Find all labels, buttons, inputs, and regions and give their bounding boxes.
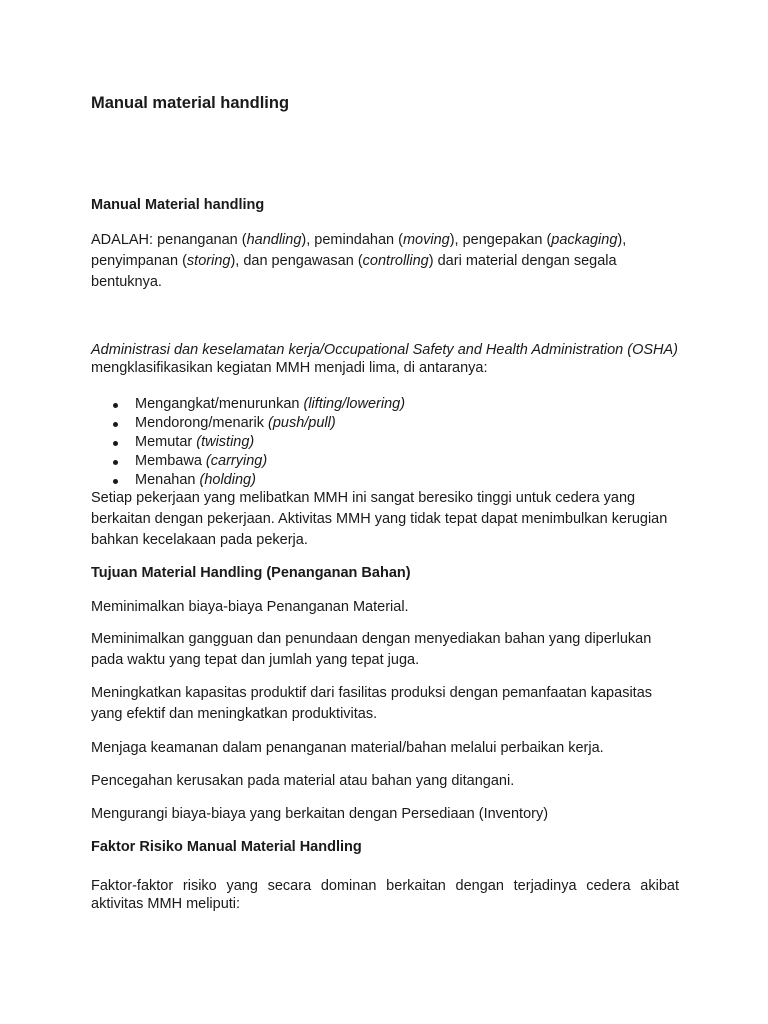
goal-item: Mengurangi biaya-biaya yang berkaitan dengan Persediaan (Inventory) (91, 806, 549, 822)
osha-italic-text: Administrasi dan keselamatan kerja/Occupational Safety and Health Administration (OSHA) (91, 342, 678, 358)
list-item: Mendorong/menarik (push/pull) (91, 414, 405, 433)
list-item: Memutar (twisting) (91, 433, 405, 452)
goal-item: Pencegahan kerusakan pada material atau bahan yang ditangani. (91, 773, 515, 789)
osha-normal-text: mengklasifikasikan kegiatan MMH menjadi lima, di antaranya: (91, 360, 488, 376)
document-title: Manual material handling (91, 94, 290, 112)
bullet-icon (113, 422, 118, 427)
risk-note-paragraph: Setiap pekerjaan yang melibatkan MMH ini sangat beresiko tinggi untuk cedera yang berkaitan dengan pekerjaan. Aktivitas MMH yang tidak tepat dapat menimbulkan kerugian bahkan kecelakaan pada pekerja. (91, 490, 668, 548)
osha-paragraph (91, 341, 679, 377)
bullet-icon (113, 403, 118, 408)
bullet-icon (113, 441, 118, 446)
section-heading-mmh: Manual Material handling (91, 197, 265, 213)
section-heading-goals: Tujuan Material Handling (Penanganan Bahan) (91, 565, 411, 581)
list-item: Mengangkat/menurunkan (lifting/lowering) (91, 395, 405, 414)
goal-item: Menjaga keamanan dalam penanganan material/bahan melalui perbaikan kerja. (91, 740, 604, 756)
section-heading-risk-factors: Faktor Risiko Manual Material Handling (91, 839, 362, 855)
mmh-activity-list (91, 395, 405, 490)
definition-paragraph: ADALAH: penanganan (handling), pemindahan (moving), pengepakan (packaging), penyimpanan (storing), dan pengawasan (controlling) dari material dengan segala bentuknya. (91, 232, 627, 290)
risk-factors-intro: Faktor-faktor risiko yang secara dominan berkaitan dengan terjadinya cedera akibat aktivitas MMH meliputi: (91, 878, 679, 912)
goal-item: Meningkatkan kapasitas produktif dari fasilitas produksi dengan pemanfaatan kapasitas yang efektif dan meningkatkan produktivitas. (91, 685, 653, 722)
bullet-icon (113, 460, 118, 465)
goal-item: Meminimalkan biaya-biaya Penanganan Material. (91, 599, 409, 615)
list-item: Menahan (holding) (91, 471, 405, 490)
goal-item: Meminimalkan gangguan dan penundaan dengan menyediakan bahan yang diperlukan pada waktu yang tepat dan jumlah yang tepat juga. (91, 631, 652, 668)
list-item: Membawa (carrying) (91, 452, 405, 471)
bullet-icon (113, 479, 118, 484)
